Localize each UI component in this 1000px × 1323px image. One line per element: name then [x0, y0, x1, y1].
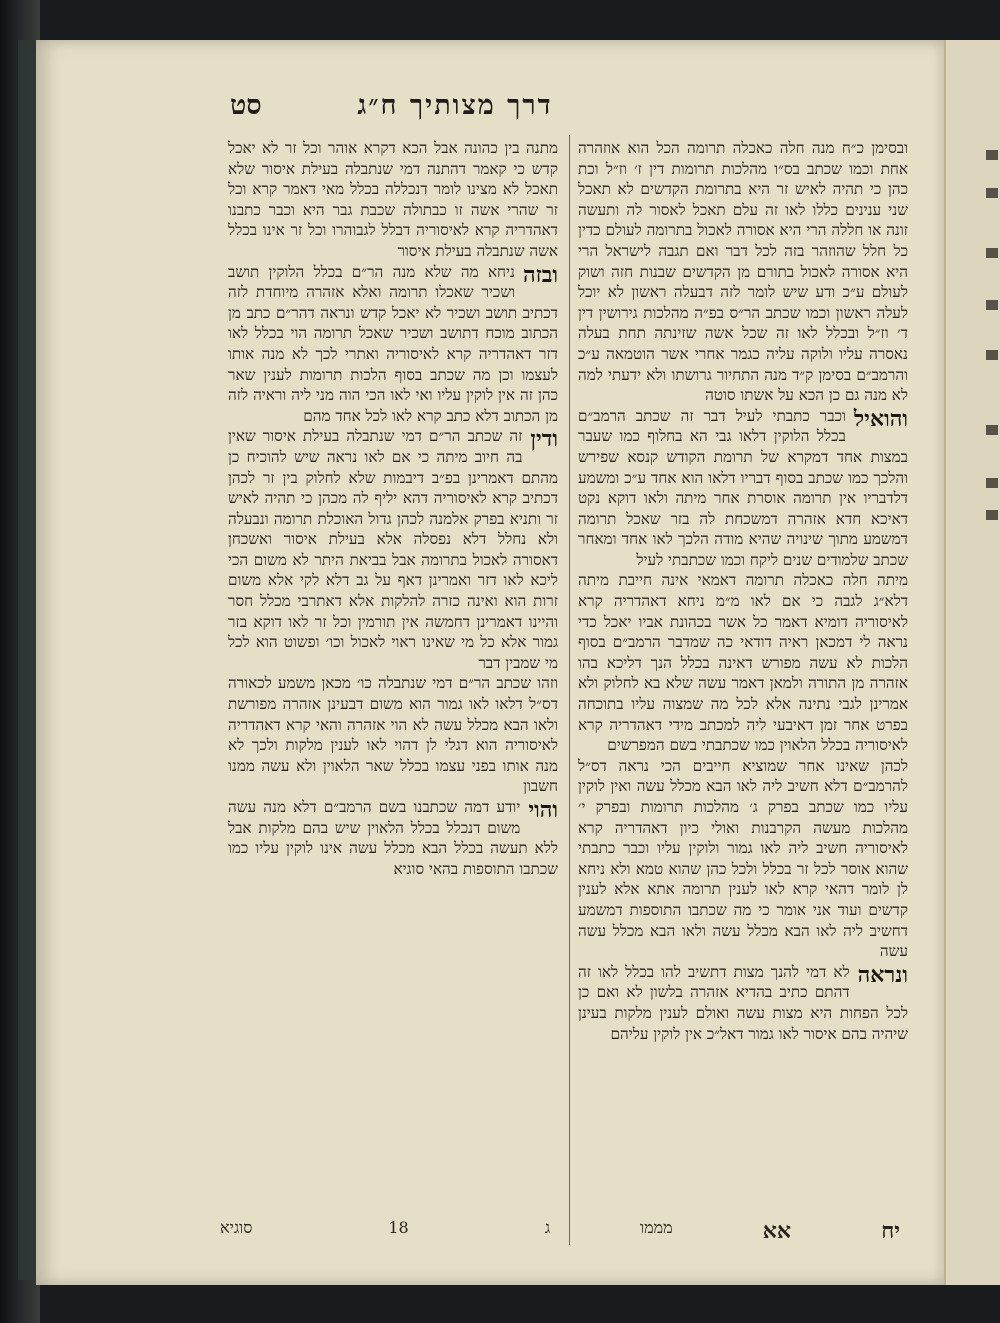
paragraph-text: זה שכתב הר״ם דמי שנתבלה בעילת איסור שאין בה חיוב מיתה כי אם לאו נראה שיש להוכיח כן מהתם דאמרינן בפ״ב דיבמות שלא לחלוק בין זר לכהן דכתיב קרא לאיסוריה דהא יליף לה מכהן כי תהיה לאיש זר ותניא בפרק אלמנה לכהן גדול האוכלת תרומה ונבעלה ולא נחלל דלא נפסלה אלא בעילת איסור ואשכחן דאסורה לאכול בתרומה אבל בביאת היתר לא משום הכי ליכא לאו דזר ואמרינן דאף על גב דלא לקי אלא משום זרות הוא ואינה כזרה להלקות אלא דאתרבי מכלל חסר והיינו דאמרינן דחמשה אין תורמין וכל זר לאו דוקא בזר גמור אלא כל מי שאינו ראוי לאכול וכו׳ ופשוט הוא לכל מי שמבין דבר: [228, 427, 558, 672]
facing-page-glyph: [986, 188, 998, 198]
paragraph-text: לכהן שאינו אחר שמוציא חייבים הכי נראה דס״ל להרמב״ם דלא חשיב ליה לאו הבא מכלל עשה ואין לוקין עליו כמו שכתב בפרק ג׳ מהלכות תרומות ובפרק י׳ מהלכות מעשה הקרבנות ואולי כיון דאהדריה קרא לאיסוריה חשיב ליה לאו גמור ולוקין עליו וכבר כתבתי שהוא אוסר לכל זר בכלל ולכל כהן שהוא טמא ולא ניחא לן לומר דהאי קרא לאו לענין תרומה אתא אלא לענין קדשים ועוד אני אומר כי מה שכתבו התוספות דמשמע דחשיב ליה לאו הבא מכלל עשה ולאו הבא מכלל עשה עשה: [578, 756, 908, 961]
paragraph-text: ניחא מה שלא מנה הר״ם בכלל הלוקין תושב ושכיר שאכלו תרומה ואלא אזהרה מיוחדת לזה דכתיב תושב ושכיר לא יאכל קדש ונראה דהר״ם כתב מן הכתוב מוכח דתושב ושכיר שאכל תרומה הוי בכלל לאו דזר דאהדריה קרא לאיסוריה ואתרי לכך לא מנה אותו לעצמו וכן מה שכתב בסוף הלכות תרומות לענין שאר כהן זה אין לוקין עליו ואי לאו הכי הוה מני ליה וראיה לזה מן הכתוב דלא כתב קרא לאו לכל אחד מהם: [228, 262, 558, 425]
folio-number: סט: [230, 90, 262, 121]
paragraph-lead-word: ובזה: [522, 261, 558, 288]
facing-page-glyph: [986, 350, 998, 360]
paragraph-text: וכבר כתבתי לעיל דבר זה שכתב הרמב״ם בכלל הלוקין דלאו גבי הא בחלוף כמו שעבר במצות אחד דמקרא של תרומת הקודש קנסא שפירש והלכך כמו שכתב בסוף דבריו דלאו הוא אחד ע״כ ומשמע דלדבריו אין תרומה אוסרת אחר מיתה ולאו דוקא נקט דאיכא חדא אזהרה דמשכחת לה בזר שאכל תרומה דמשמע מתוך שינויה שהיא מודה הלכך לאו אחד ומאחר שכתב שלמודים שנים ליקח וכמו שכתבתי לעיל: [578, 406, 908, 569]
footer-mark: ג: [544, 1218, 550, 1237]
right-text-column: [578, 138, 908, 1243]
paragraph: [228, 673, 558, 797]
paragraph-lead-word: והואיל: [853, 405, 908, 432]
facing-page-glyph: [986, 150, 998, 160]
left-text-column: [228, 138, 558, 1243]
running-title: דרך מצותיך ח״ג: [357, 90, 553, 121]
facing-page-glyph: [986, 478, 998, 488]
signature-letter: אא: [762, 1218, 792, 1244]
facing-page-edge: [944, 40, 1000, 1285]
signature-mark: יח: [881, 1218, 900, 1244]
paragraph: [578, 138, 908, 406]
paragraph-lead-word: ודין: [530, 426, 558, 453]
column-divider: [569, 135, 570, 1245]
left-footer: [220, 1218, 550, 1238]
catchword: סוגיא: [220, 1218, 253, 1237]
facing-page-glyph: [986, 300, 998, 310]
paragraph: [578, 756, 908, 962]
paragraph-text: יודע דמה שכתבנו בשם הרמב״ם דלא מנה עשה משום דנכלל בכלל הלאוין שיש בהם מלקות אבל ללא תעשה בכלל הבא מכלל עשה אינו לוקין עליו כמו שכתבו התוספות בהאי סוגיא: [228, 798, 558, 878]
facing-page-glyph: [986, 510, 998, 520]
paragraph-text: מתנה בין כהונה אבל הכא דקרא אוהר וכל זר לא יאכל קדש כי קאמר דהתנה דמי שנתבלה בעילת איסור שלא תאכל לא מצינו לומר דנכללה בכלל מאי דאמר קרא וכל זר שהרי אשה זו כבתולה שכבת גבר היא וכבר כתבנו דאהדריה קרא לאיסוריה דבלל לגבוהרו וכל זר אינו בכלל אשה שנתבלה בעילת איסור: [228, 139, 558, 260]
right-footer: [640, 1218, 900, 1244]
paragraph: [578, 406, 908, 571]
paragraph-text: וזהו שכתב הר״ם דמי שנתבלה כו׳ מכאן משמע לכאורה דס״ל דלאו לאו גמור הוא משום דבעינן אזהרה מפורשת ולאו הבא מכלל עשה לא הוי אזהרה והאי קרא דאהדריה לאיסוריה הוא דגלי לן דהוי לאו לענין מלקות ולכך לא מנה אותו בפני עצמו בכלל שאר הלאוין ולא עשה ממנו חשבון: [228, 674, 558, 796]
paragraph-lead-word: והוי: [528, 797, 558, 823]
footer-number: 18: [388, 1218, 409, 1237]
paragraph: [228, 138, 558, 262]
paragraph-text: לא דמי להנך מצות דתשיב להו בכלל לאו זה דהתם כתיב בהדיא אזהרה בלשון לא ואם כן לכל הפחות היא מצות עשה ואולם לענין מלקות בעינן שיהיה בהם איסור לאו גמור דאל״כ אין לוקין עליהם: [578, 962, 908, 1043]
paragraph: [228, 797, 558, 879]
paragraph-text: מיתה חלה כאכלה תרומה דאמאי אינה חייבת מיתה דלא״ג לגבה כי אם לאו מ״מ ניחא דאהדריה קרא לאיסוריה דומיא דאמר כל אשר בכהונת אביו יאכל כדי נראה לי דמכאן ראיה דודאי כה שמדבר הרמב״ם בסוף הלכות לא עשה מפורש דאינה בכלל הנך דליכא בהו אזהרה מן התורה ולמאן דאמר עשה שלא בא לחלוק ולא אמרינן לגבי נתינה אלא לכל מה שמצוה עליו בתוכחה בפרט אחר זמן דאיבעי ליה למכתב מידי דאהדריה קרא לאיסוריה בכלל הלאוין כמו שכתבתי בשם המפרשים: [578, 571, 908, 755]
paragraph-lead-word: ונראה: [857, 961, 908, 988]
facing-page-glyph: [986, 248, 998, 258]
paragraph: [578, 570, 908, 755]
paragraph: [228, 262, 558, 427]
paragraph: [578, 962, 908, 1044]
facing-page-glyph: [986, 425, 998, 435]
catchword: מממו: [640, 1218, 673, 1237]
paragraph: [228, 426, 558, 673]
paragraph-text: ובסימן כ״ח מנה חלה כאכלה תרומה הכל הוא אוזהרה אחת וכמו שכתב בס״ו מהלכות תרומות דין ז׳ וז״ל וכת כהן כי תהיה לאיש זר היא בתרומת הקדשים לא תאכל שני ענינים כללו לאו זה עלם תאכל לאסור לה ותעשה זונה או חללה הרי היא אסורה לאכול בתרומה לעולם כדין כל חלל שהוזהר בזה לכל דבר ואם תגבה לישראל הרי היא אסורה לאכול בתורם מן הקדשים שבנות חזה ושוק לעולם ע״כ ודע שיש לומר לזה דבעלה ראשון לא יוכל לעלה ראשון וכמו שכתב הר״ס בפ״ה מהלכות גירושין דין ד׳ וז״ל ובכלל לאו זה שכל אשה שזינתה תחת בעלה נאסרה עליו ולוקה עליה כגמר אחרי אשר הוטמאה ע״כ והרמב״ם בסימן ק״ד מנה התחיור גרושתו ולא ידעתי למה לא מנה גם כן הכא על אשתו סוטה: [578, 139, 908, 405]
